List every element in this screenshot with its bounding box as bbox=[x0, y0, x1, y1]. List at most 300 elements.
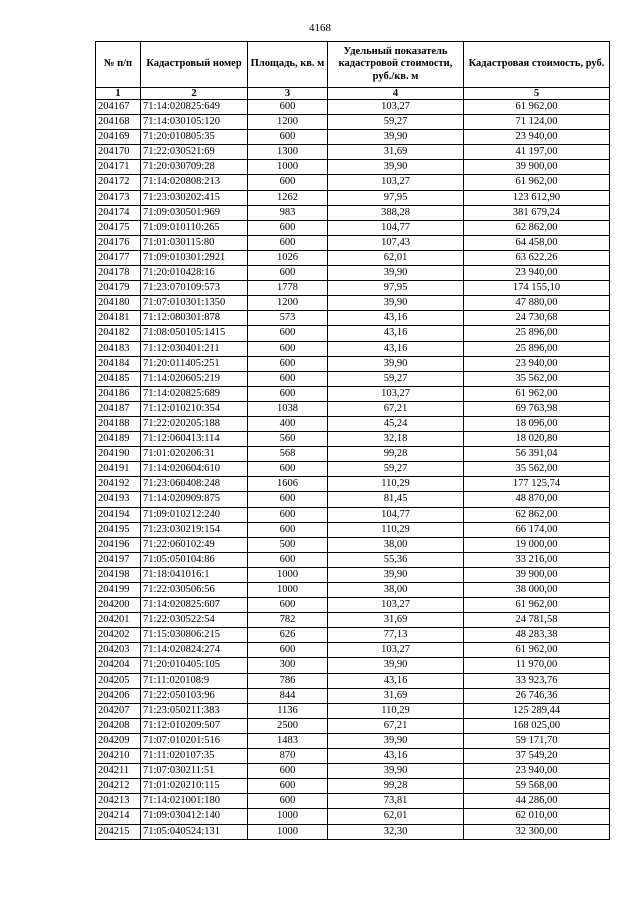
cadastral-value-cell: 41 197,00 bbox=[464, 145, 610, 160]
area-cell: 600 bbox=[248, 100, 328, 115]
area-cell: 1300 bbox=[248, 145, 328, 160]
specific-value-cell: 55,36 bbox=[328, 552, 464, 567]
table-row bbox=[96, 764, 610, 779]
cadastral-value-cell: 23 940,00 bbox=[464, 356, 610, 371]
area-cell: 600 bbox=[248, 643, 328, 658]
row-number-cell: 204205 bbox=[96, 673, 141, 688]
cadastral-number-cell: 71:22:030522:54 bbox=[141, 613, 248, 628]
cadastral-number-cell: 71:09:030412:140 bbox=[141, 809, 248, 824]
table-row bbox=[96, 809, 610, 824]
row-number-cell: 204203 bbox=[96, 643, 141, 658]
row-number-cell: 204181 bbox=[96, 311, 141, 326]
cadastral-value-table bbox=[95, 41, 610, 840]
area-cell: 600 bbox=[248, 386, 328, 401]
area-cell: 1262 bbox=[248, 190, 328, 205]
table-row bbox=[96, 266, 610, 281]
specific-value-cell: 103,27 bbox=[328, 175, 464, 190]
table-row bbox=[96, 507, 610, 522]
cadastral-value-cell: 123 612,90 bbox=[464, 190, 610, 205]
cadastral-number-cell: 71:22:060102:49 bbox=[141, 537, 248, 552]
specific-value-cell: 103,27 bbox=[328, 386, 464, 401]
row-number-cell: 204202 bbox=[96, 628, 141, 643]
specific-value-cell: 31,69 bbox=[328, 145, 464, 160]
cadastral-number-cell: 71:14:020824:274 bbox=[141, 643, 248, 658]
cadastral-number-cell: 71:23:050211:383 bbox=[141, 703, 248, 718]
table-row bbox=[96, 673, 610, 688]
area-cell: 600 bbox=[248, 462, 328, 477]
specific-value-cell: 81,45 bbox=[328, 492, 464, 507]
row-number-cell: 204214 bbox=[96, 809, 141, 824]
specific-value-cell: 43,16 bbox=[328, 311, 464, 326]
area-cell: 2500 bbox=[248, 718, 328, 733]
table-row bbox=[96, 190, 610, 205]
table-row bbox=[96, 447, 610, 462]
specific-value-cell: 110,29 bbox=[328, 477, 464, 492]
cadastral-number-cell: 71:12:030401:211 bbox=[141, 341, 248, 356]
area-cell: 500 bbox=[248, 537, 328, 552]
row-number-cell: 204195 bbox=[96, 522, 141, 537]
table-row bbox=[96, 205, 610, 220]
specific-value-cell: 67,21 bbox=[328, 401, 464, 416]
area-cell: 1136 bbox=[248, 703, 328, 718]
cadastral-value-cell: 59 568,00 bbox=[464, 779, 610, 794]
cadastral-value-cell: 47 880,00 bbox=[464, 296, 610, 311]
area-cell: 600 bbox=[248, 356, 328, 371]
cadastral-value-cell: 56 391,04 bbox=[464, 447, 610, 462]
cadastral-number-cell: 71:11:020107:35 bbox=[141, 749, 248, 764]
table-row bbox=[96, 567, 610, 582]
row-number-cell: 204168 bbox=[96, 115, 141, 130]
cadastral-value-cell: 48 283,38 bbox=[464, 628, 610, 643]
table-row bbox=[96, 115, 610, 130]
cadastral-number-cell: 71:23:030202:415 bbox=[141, 190, 248, 205]
specific-value-cell: 38,00 bbox=[328, 583, 464, 598]
header-row-number: № п/п bbox=[96, 42, 141, 88]
cadastral-number-cell: 71:07:030211:51 bbox=[141, 764, 248, 779]
area-cell: 600 bbox=[248, 235, 328, 250]
specific-value-cell: 39,90 bbox=[328, 733, 464, 748]
table-row bbox=[96, 824, 610, 839]
area-cell: 600 bbox=[248, 130, 328, 145]
cadastral-number-cell: 71:23:070109:573 bbox=[141, 281, 248, 296]
column-number: 4 bbox=[328, 88, 464, 100]
area-cell: 600 bbox=[248, 779, 328, 794]
specific-value-cell: 67,21 bbox=[328, 718, 464, 733]
area-cell: 844 bbox=[248, 688, 328, 703]
row-number-cell: 204177 bbox=[96, 250, 141, 265]
row-number-cell: 204174 bbox=[96, 205, 141, 220]
cadastral-number-cell: 71:22:030506:56 bbox=[141, 583, 248, 598]
specific-value-cell: 39,90 bbox=[328, 764, 464, 779]
header-area: Площадь, кв. м bbox=[248, 42, 328, 88]
row-number-cell: 204178 bbox=[96, 266, 141, 281]
table-row bbox=[96, 235, 610, 250]
cadastral-value-cell: 66 174,00 bbox=[464, 522, 610, 537]
row-number-cell: 204215 bbox=[96, 824, 141, 839]
cadastral-value-cell: 23 940,00 bbox=[464, 266, 610, 281]
cadastral-number-cell: 71:14:020825:649 bbox=[141, 100, 248, 115]
table-row bbox=[96, 613, 610, 628]
specific-value-cell: 39,90 bbox=[328, 658, 464, 673]
cadastral-number-cell: 71:22:050103:96 bbox=[141, 688, 248, 703]
row-number-cell: 204188 bbox=[96, 416, 141, 431]
area-cell: 600 bbox=[248, 175, 328, 190]
cadastral-number-cell: 71:01:020206:31 bbox=[141, 447, 248, 462]
cadastral-number-cell: 71:09:030501:969 bbox=[141, 205, 248, 220]
table-row bbox=[96, 416, 610, 431]
cadastral-number-cell: 71:15:030806:215 bbox=[141, 628, 248, 643]
area-cell: 1038 bbox=[248, 401, 328, 416]
page-number: 4168 bbox=[309, 22, 331, 34]
cadastral-number-cell: 71:12:080301:878 bbox=[141, 311, 248, 326]
row-number-cell: 204210 bbox=[96, 749, 141, 764]
specific-value-cell: 39,90 bbox=[328, 567, 464, 582]
cadastral-number-cell: 71:14:020825:607 bbox=[141, 598, 248, 613]
row-number-cell: 204169 bbox=[96, 130, 141, 145]
cadastral-value-cell: 23 940,00 bbox=[464, 764, 610, 779]
row-number-cell: 204179 bbox=[96, 281, 141, 296]
specific-value-cell: 59,27 bbox=[328, 371, 464, 386]
cadastral-value-cell: 61 962,00 bbox=[464, 386, 610, 401]
cadastral-value-cell: 61 962,00 bbox=[464, 598, 610, 613]
cadastral-number-cell: 71:01:020210:115 bbox=[141, 779, 248, 794]
row-number-cell: 204208 bbox=[96, 718, 141, 733]
cadastral-value-cell: 69 763,98 bbox=[464, 401, 610, 416]
table-row bbox=[96, 296, 610, 311]
row-number-cell: 204213 bbox=[96, 794, 141, 809]
specific-value-cell: 104,77 bbox=[328, 220, 464, 235]
cadastral-number-cell: 71:11:020108:9 bbox=[141, 673, 248, 688]
cadastral-value-cell: 18 020,80 bbox=[464, 432, 610, 447]
table-row bbox=[96, 326, 610, 341]
row-number-cell: 204175 bbox=[96, 220, 141, 235]
table-row bbox=[96, 779, 610, 794]
table-row bbox=[96, 598, 610, 613]
cadastral-value-cell: 174 155,10 bbox=[464, 281, 610, 296]
specific-value-cell: 110,29 bbox=[328, 522, 464, 537]
table-row bbox=[96, 311, 610, 326]
specific-value-cell: 103,27 bbox=[328, 643, 464, 658]
cadastral-number-cell: 71:23:060408:248 bbox=[141, 477, 248, 492]
row-number-cell: 204185 bbox=[96, 371, 141, 386]
cadastral-value-cell: 59 171,70 bbox=[464, 733, 610, 748]
row-number-cell: 204171 bbox=[96, 160, 141, 175]
table-row bbox=[96, 658, 610, 673]
table-row bbox=[96, 522, 610, 537]
cadastral-number-cell: 71:14:020909:875 bbox=[141, 492, 248, 507]
area-cell: 1606 bbox=[248, 477, 328, 492]
row-number-cell: 204191 bbox=[96, 462, 141, 477]
row-number-cell: 204204 bbox=[96, 658, 141, 673]
specific-value-cell: 97,95 bbox=[328, 281, 464, 296]
area-cell: 600 bbox=[248, 371, 328, 386]
row-number-cell: 204201 bbox=[96, 613, 141, 628]
table-row bbox=[96, 749, 610, 764]
specific-value-cell: 110,29 bbox=[328, 703, 464, 718]
cadastral-number-cell: 71:09:010212:240 bbox=[141, 507, 248, 522]
area-cell: 568 bbox=[248, 447, 328, 462]
table-header-row bbox=[96, 42, 610, 88]
table-row bbox=[96, 688, 610, 703]
area-cell: 1778 bbox=[248, 281, 328, 296]
specific-value-cell: 39,90 bbox=[328, 356, 464, 371]
row-number-cell: 204167 bbox=[96, 100, 141, 115]
cadastral-value-cell: 63 622,26 bbox=[464, 250, 610, 265]
header-cadastral-value: Кадастровая стоимость, руб. bbox=[464, 42, 610, 88]
specific-value-cell: 31,69 bbox=[328, 613, 464, 628]
cadastral-number-cell: 71:12:010209:507 bbox=[141, 718, 248, 733]
area-cell: 983 bbox=[248, 205, 328, 220]
specific-value-cell: 107,43 bbox=[328, 235, 464, 250]
column-number-row bbox=[96, 88, 610, 100]
area-cell: 600 bbox=[248, 507, 328, 522]
cadastral-value-cell: 64 458,00 bbox=[464, 235, 610, 250]
specific-value-cell: 59,27 bbox=[328, 462, 464, 477]
cadastral-number-cell: 71:08:050105:1415 bbox=[141, 326, 248, 341]
row-number-cell: 204198 bbox=[96, 567, 141, 582]
table-row bbox=[96, 628, 610, 643]
area-cell: 600 bbox=[248, 598, 328, 613]
row-number-cell: 204199 bbox=[96, 583, 141, 598]
cadastral-number-cell: 71:14:020604:610 bbox=[141, 462, 248, 477]
specific-value-cell: 38,00 bbox=[328, 537, 464, 552]
cadastral-number-cell: 71:14:030105:120 bbox=[141, 115, 248, 130]
header-cadastral-number: Кадастровый номер bbox=[141, 42, 248, 88]
specific-value-cell: 39,90 bbox=[328, 296, 464, 311]
cadastral-number-cell: 71:05:040524:131 bbox=[141, 824, 248, 839]
area-cell: 600 bbox=[248, 492, 328, 507]
table-row bbox=[96, 552, 610, 567]
area-cell: 600 bbox=[248, 794, 328, 809]
table-row bbox=[96, 281, 610, 296]
cadastral-value-cell: 62 862,00 bbox=[464, 220, 610, 235]
cadastral-value-cell: 61 962,00 bbox=[464, 175, 610, 190]
cadastral-value-cell: 62 862,00 bbox=[464, 507, 610, 522]
row-number-cell: 204187 bbox=[96, 401, 141, 416]
area-cell: 600 bbox=[248, 326, 328, 341]
cadastral-value-cell: 25 896,00 bbox=[464, 341, 610, 356]
area-cell: 600 bbox=[248, 220, 328, 235]
specific-value-cell: 73,81 bbox=[328, 794, 464, 809]
row-number-cell: 204170 bbox=[96, 145, 141, 160]
column-number: 5 bbox=[464, 88, 610, 100]
cadastral-number-cell: 71:20:030709:28 bbox=[141, 160, 248, 175]
area-cell: 560 bbox=[248, 432, 328, 447]
specific-value-cell: 103,27 bbox=[328, 598, 464, 613]
table-row bbox=[96, 583, 610, 598]
area-cell: 782 bbox=[248, 613, 328, 628]
cadastral-value-cell: 18 096,00 bbox=[464, 416, 610, 431]
specific-value-cell: 39,90 bbox=[328, 160, 464, 175]
cadastral-number-cell: 71:14:020808:213 bbox=[141, 175, 248, 190]
area-cell: 600 bbox=[248, 764, 328, 779]
table-row bbox=[96, 537, 610, 552]
cadastral-value-cell: 24 781,58 bbox=[464, 613, 610, 628]
area-cell: 1000 bbox=[248, 160, 328, 175]
cadastral-value-cell: 19 000,00 bbox=[464, 537, 610, 552]
column-number: 3 bbox=[248, 88, 328, 100]
cadastral-number-cell: 71:22:030521:69 bbox=[141, 145, 248, 160]
cadastral-number-cell: 71:22:020205:188 bbox=[141, 416, 248, 431]
cadastral-value-cell: 125 289,44 bbox=[464, 703, 610, 718]
area-cell: 573 bbox=[248, 311, 328, 326]
specific-value-cell: 388,28 bbox=[328, 205, 464, 220]
specific-value-cell: 32,18 bbox=[328, 432, 464, 447]
specific-value-cell: 77,13 bbox=[328, 628, 464, 643]
specific-value-cell: 43,16 bbox=[328, 749, 464, 764]
area-cell: 1000 bbox=[248, 567, 328, 582]
row-number-cell: 204192 bbox=[96, 477, 141, 492]
table-row bbox=[96, 341, 610, 356]
area-cell: 786 bbox=[248, 673, 328, 688]
cadastral-number-cell: 71:23:030219:154 bbox=[141, 522, 248, 537]
cadastral-number-cell: 71:12:010210:354 bbox=[141, 401, 248, 416]
cadastral-value-cell: 23 940,00 bbox=[464, 130, 610, 145]
specific-value-cell: 39,90 bbox=[328, 266, 464, 281]
row-number-cell: 204184 bbox=[96, 356, 141, 371]
cadastral-value-cell: 62 010,00 bbox=[464, 809, 610, 824]
specific-value-cell: 99,28 bbox=[328, 779, 464, 794]
cadastral-value-cell: 26 746,36 bbox=[464, 688, 610, 703]
specific-value-cell: 43,16 bbox=[328, 326, 464, 341]
table-row bbox=[96, 371, 610, 386]
cadastral-number-cell: 71:07:010301:1350 bbox=[141, 296, 248, 311]
cadastral-number-cell: 71:20:010405:105 bbox=[141, 658, 248, 673]
specific-value-cell: 104,77 bbox=[328, 507, 464, 522]
table-row bbox=[96, 160, 610, 175]
cadastral-value-cell: 381 679,24 bbox=[464, 205, 610, 220]
specific-value-cell: 99,28 bbox=[328, 447, 464, 462]
table-body bbox=[96, 100, 610, 840]
table-row bbox=[96, 477, 610, 492]
table-row bbox=[96, 220, 610, 235]
cadastral-value-cell: 33 216,00 bbox=[464, 552, 610, 567]
table-row bbox=[96, 401, 610, 416]
row-number-cell: 204212 bbox=[96, 779, 141, 794]
row-number-cell: 204173 bbox=[96, 190, 141, 205]
table-row bbox=[96, 492, 610, 507]
cadastral-number-cell: 71:12:060413:114 bbox=[141, 432, 248, 447]
column-number: 2 bbox=[141, 88, 248, 100]
row-number-cell: 204186 bbox=[96, 386, 141, 401]
area-cell: 1200 bbox=[248, 115, 328, 130]
row-number-cell: 204209 bbox=[96, 733, 141, 748]
cadastral-value-cell: 44 286,00 bbox=[464, 794, 610, 809]
cadastral-value-cell: 32 300,00 bbox=[464, 824, 610, 839]
row-number-cell: 204197 bbox=[96, 552, 141, 567]
cadastral-value-cell: 39 900,00 bbox=[464, 160, 610, 175]
cadastral-value-cell: 39 900,00 bbox=[464, 567, 610, 582]
cadastral-value-cell: 61 962,00 bbox=[464, 100, 610, 115]
table-row bbox=[96, 432, 610, 447]
table-row bbox=[96, 356, 610, 371]
cadastral-number-cell: 71:20:010805:35 bbox=[141, 130, 248, 145]
row-number-cell: 204196 bbox=[96, 537, 141, 552]
cadastral-number-cell: 71:07:010201:516 bbox=[141, 733, 248, 748]
cadastral-value-cell: 168 025,00 bbox=[464, 718, 610, 733]
area-cell: 600 bbox=[248, 341, 328, 356]
cadastral-number-cell: 71:09:010110:265 bbox=[141, 220, 248, 235]
table-row bbox=[96, 130, 610, 145]
table-row bbox=[96, 462, 610, 477]
cadastral-value-cell: 35 562,00 bbox=[464, 371, 610, 386]
area-cell: 1026 bbox=[248, 250, 328, 265]
cadastral-value-cell: 24 730,68 bbox=[464, 311, 610, 326]
table-row bbox=[96, 718, 610, 733]
specific-value-cell: 31,69 bbox=[328, 688, 464, 703]
cadastral-value-cell: 177 125,74 bbox=[464, 477, 610, 492]
cadastral-value-cell: 71 124,00 bbox=[464, 115, 610, 130]
row-number-cell: 204190 bbox=[96, 447, 141, 462]
specific-value-cell: 62,01 bbox=[328, 250, 464, 265]
area-cell: 600 bbox=[248, 552, 328, 567]
cadastral-value-cell: 37 549,20 bbox=[464, 749, 610, 764]
row-number-cell: 204183 bbox=[96, 341, 141, 356]
table-row bbox=[96, 733, 610, 748]
table-row bbox=[96, 175, 610, 190]
specific-value-cell: 43,16 bbox=[328, 341, 464, 356]
cadastral-number-cell: 71:14:021001:180 bbox=[141, 794, 248, 809]
table-row bbox=[96, 794, 610, 809]
row-number-cell: 204194 bbox=[96, 507, 141, 522]
cadastral-number-cell: 71:20:011405:251 bbox=[141, 356, 248, 371]
specific-value-cell: 43,16 bbox=[328, 673, 464, 688]
area-cell: 400 bbox=[248, 416, 328, 431]
area-cell: 626 bbox=[248, 628, 328, 643]
area-cell: 1000 bbox=[248, 583, 328, 598]
row-number-cell: 204176 bbox=[96, 235, 141, 250]
cadastral-value-cell: 25 896,00 bbox=[464, 326, 610, 341]
specific-value-cell: 103,27 bbox=[328, 100, 464, 115]
row-number-cell: 204172 bbox=[96, 175, 141, 190]
row-number-cell: 204200 bbox=[96, 598, 141, 613]
row-number-cell: 204189 bbox=[96, 432, 141, 447]
cadastral-number-cell: 71:09:010301:2921 bbox=[141, 250, 248, 265]
table-row bbox=[96, 100, 610, 115]
cadastral-number-cell: 71:20:010428:16 bbox=[141, 266, 248, 281]
cadastral-value-cell: 11 970,00 bbox=[464, 658, 610, 673]
specific-value-cell: 45,24 bbox=[328, 416, 464, 431]
table-row bbox=[96, 703, 610, 718]
area-cell: 300 bbox=[248, 658, 328, 673]
area-cell: 1483 bbox=[248, 733, 328, 748]
cadastral-value-cell: 61 962,00 bbox=[464, 643, 610, 658]
cadastral-number-cell: 71:05:050104:86 bbox=[141, 552, 248, 567]
area-cell: 1200 bbox=[248, 296, 328, 311]
row-number-cell: 204182 bbox=[96, 326, 141, 341]
area-cell: 600 bbox=[248, 266, 328, 281]
table-row bbox=[96, 386, 610, 401]
table-row bbox=[96, 250, 610, 265]
cadastral-number-cell: 71:18:041016:1 bbox=[141, 567, 248, 582]
cadastral-number-cell: 71:01:030115:80 bbox=[141, 235, 248, 250]
cadastral-number-cell: 71:14:020825:689 bbox=[141, 386, 248, 401]
row-number-cell: 204193 bbox=[96, 492, 141, 507]
cadastral-value-cell: 35 562,00 bbox=[464, 462, 610, 477]
area-cell: 870 bbox=[248, 749, 328, 764]
table-row bbox=[96, 145, 610, 160]
row-number-cell: 204207 bbox=[96, 703, 141, 718]
specific-value-cell: 32,30 bbox=[328, 824, 464, 839]
header-specific-value: Удельный показатель кадастровой стоимости, руб./кв. м bbox=[328, 42, 464, 88]
column-number: 1 bbox=[96, 88, 141, 100]
area-cell: 1000 bbox=[248, 809, 328, 824]
specific-value-cell: 39,90 bbox=[328, 130, 464, 145]
table-row bbox=[96, 643, 610, 658]
cadastral-value-cell: 48 870,00 bbox=[464, 492, 610, 507]
cadastral-value-cell: 33 923,76 bbox=[464, 673, 610, 688]
specific-value-cell: 59,27 bbox=[328, 115, 464, 130]
